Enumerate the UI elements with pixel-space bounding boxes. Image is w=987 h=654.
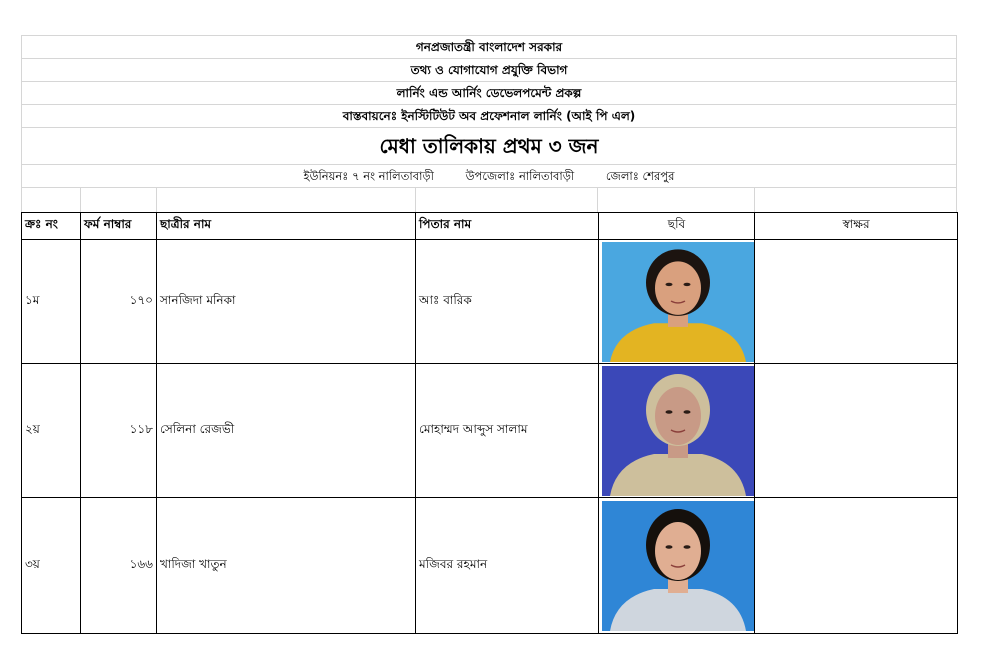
project-heading: লার্নিং এন্ড আর্নিং ডেভেলপমেন্ট প্রকল্প [21,82,957,105]
student-name-cell: খাদিজা খাতুন [157,498,416,634]
upazila-text: উপজেলাঃ নালিতাবাড়ী [465,169,575,183]
student-photo [602,242,754,362]
location-line [21,165,957,188]
form-number-cell: ১৬৬ [81,498,157,634]
table-row [22,240,958,364]
page-title: মেধা তালিকায় প্রথম ৩ জন [21,128,957,165]
district-text: জেলাঃ শেরপুর [605,169,675,183]
col-student-name: ছাত্রীর নাম [157,213,416,240]
serial-cell: ৩য় [22,498,81,634]
student-name-cell: সেলিনা রেজভী [157,364,416,498]
father-name-cell: আঃ বারিক [416,240,599,364]
blank-spacer-row [21,188,957,212]
signature-cell [755,364,958,498]
father-name-cell: মোহাম্মদ আব্দুস সালাম [416,364,599,498]
table-row [22,498,958,634]
col-photo: ছবি [599,213,755,240]
student-photo [602,501,754,631]
table-row [22,364,958,498]
col-form-number: ফর্ম নাম্বার [81,213,157,240]
table-header-row [22,213,958,240]
form-number-cell: ১১৮ [81,364,157,498]
division-heading: তথ্য ও যোগাযোগ প্রযুক্তি বিভাগ [21,59,957,82]
form-number-cell: ১৭০ [81,240,157,364]
signature-cell [755,498,958,634]
col-father-name: পিতার নাম [416,213,599,240]
merit-list-sheet [21,35,957,634]
implementer-heading: বাস্তবায়নেঃ ইনস্টিটিউট অব প্রফেশনাল লার্নিং (আই পি এল) [21,105,957,128]
father-name-cell: মজিবর রহমান [416,498,599,634]
col-signature: স্বাক্ষর [755,213,958,240]
photo-cell [599,240,755,364]
photo-cell [599,364,755,498]
student-name-cell: সানজিদা মনিকা [157,240,416,364]
serial-cell: ২য় [22,364,81,498]
col-serial: ক্রঃ নং [22,213,81,240]
student-photo [602,366,754,496]
signature-cell [755,240,958,364]
serial-cell: ১ম [22,240,81,364]
photo-cell [599,498,755,634]
govt-heading: গনপ্রজাতন্ত্রী বাংলাদেশ সরকার [21,35,957,59]
union-text: ইউনিয়নঃ ৭ নং নালিতাবাড়ী [303,169,434,183]
merit-table [21,212,958,634]
